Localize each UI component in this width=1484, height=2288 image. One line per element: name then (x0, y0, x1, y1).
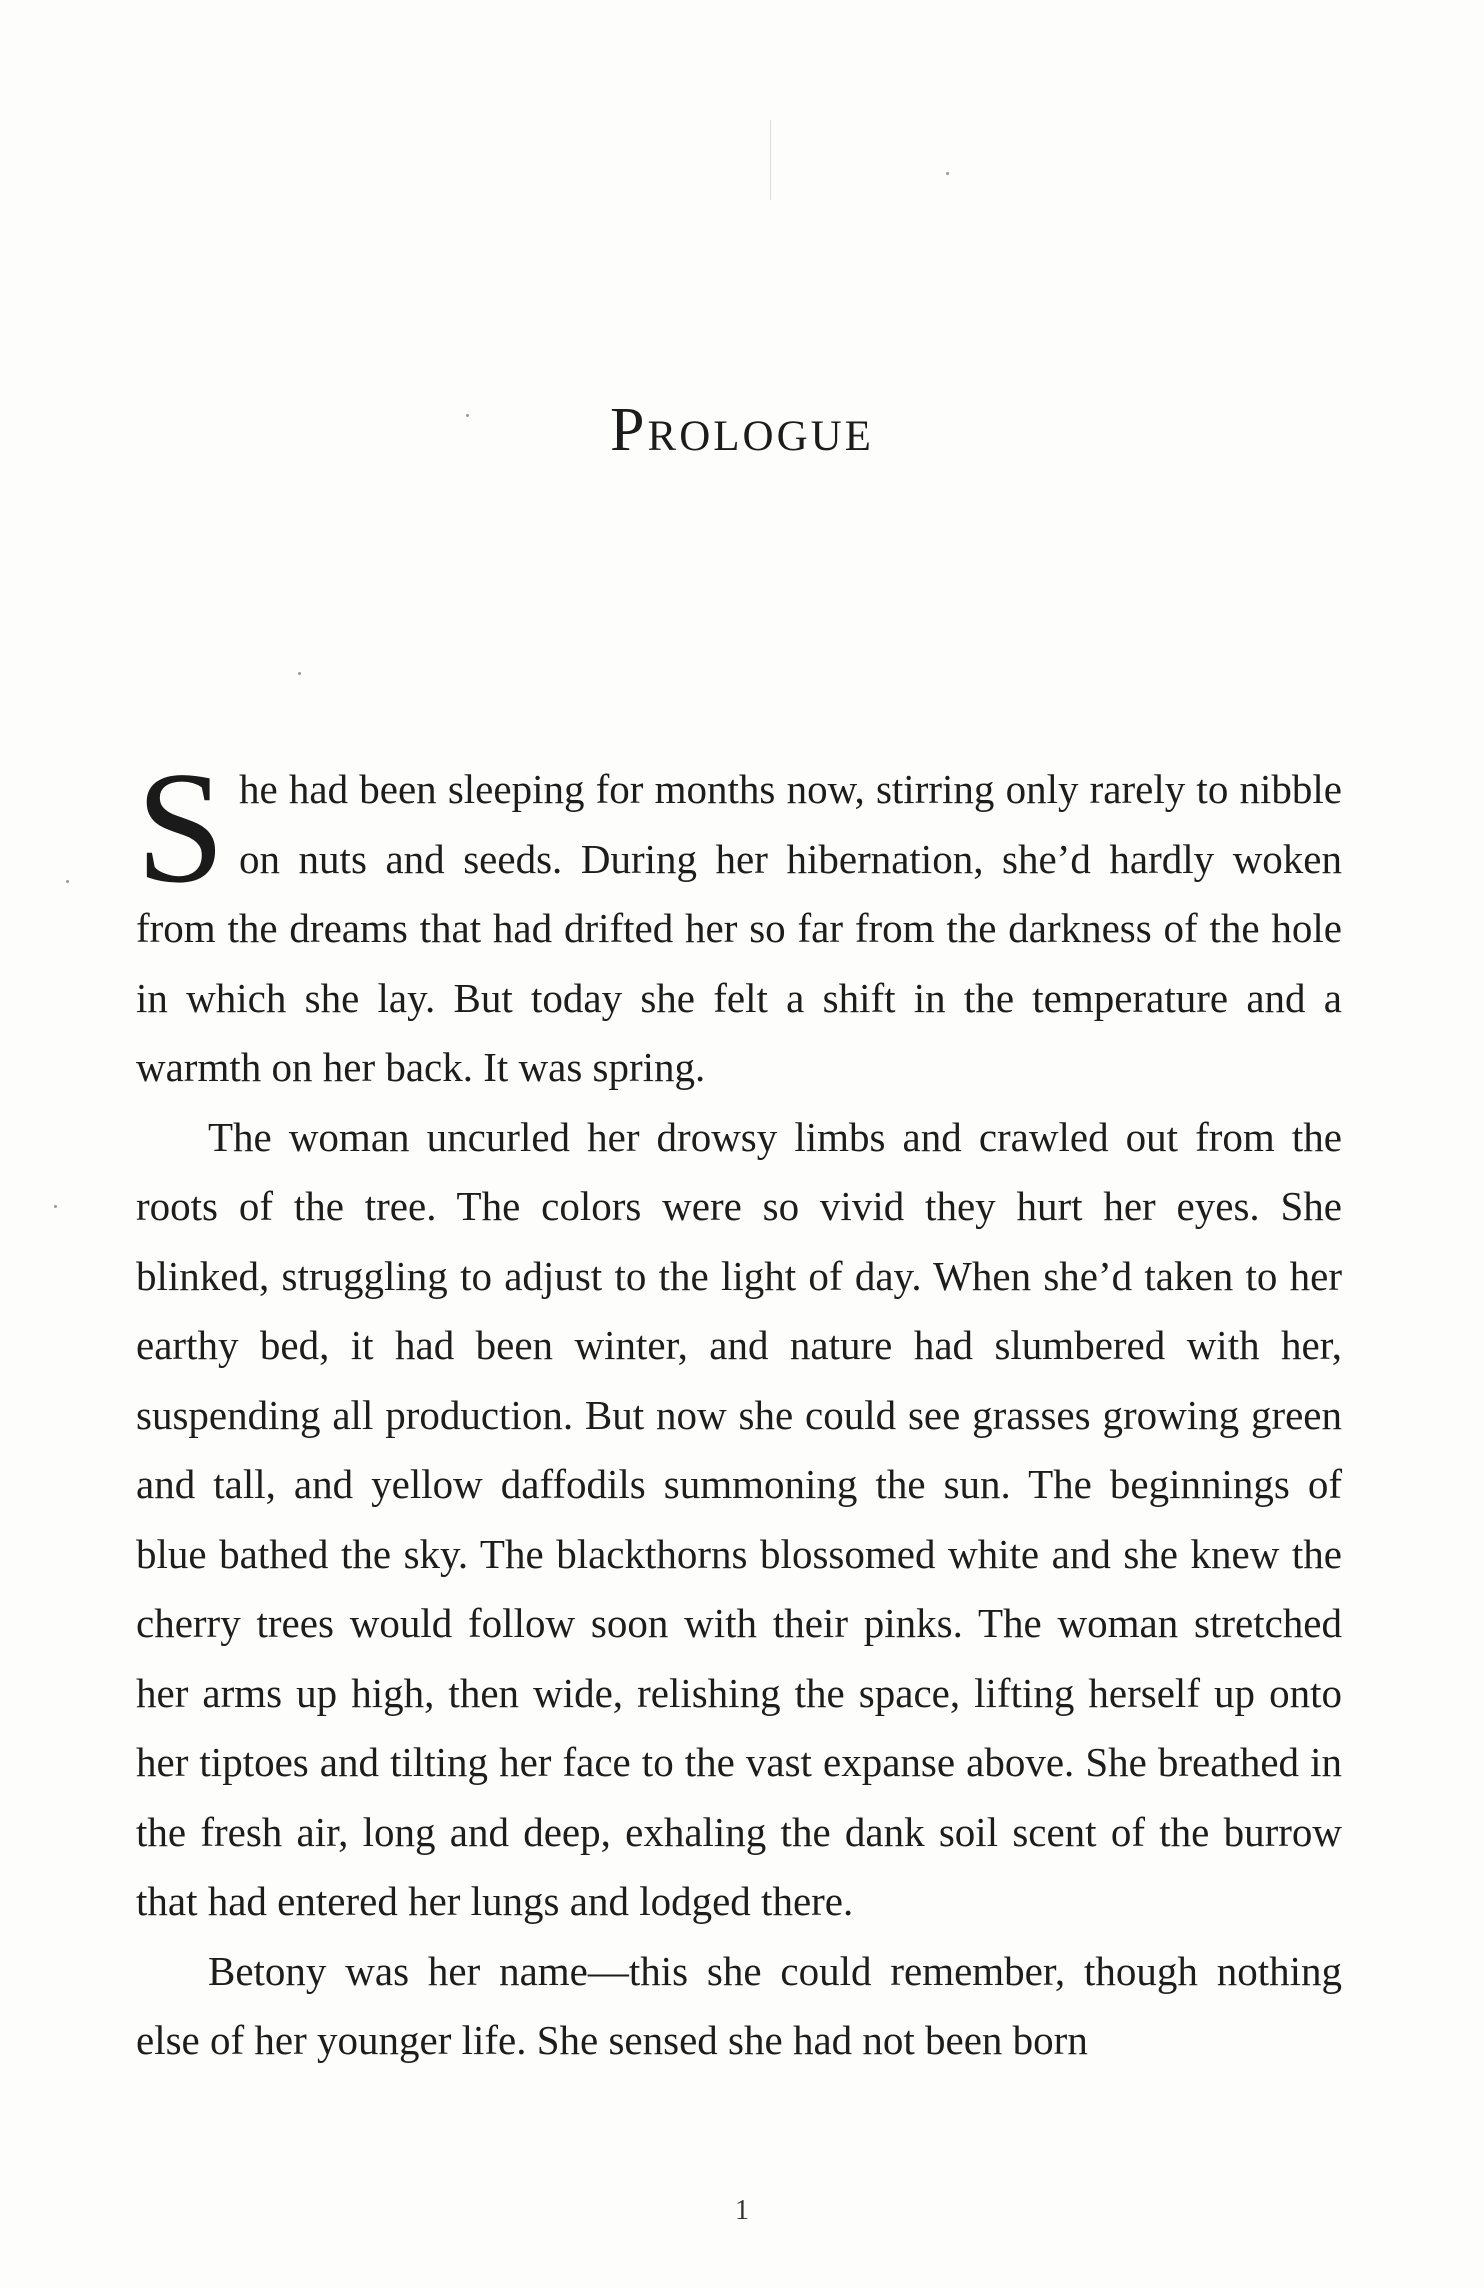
scan-artifact-line (770, 120, 771, 200)
scan-artifact-speck (54, 1205, 57, 1208)
paragraph-1-text: he had been sleeping for months now, stirring only rarely to nibble on nuts and seeds. During her hibernation, she’d hardly woken from the dreams that had drifted her so far from the darkness of the hole in which she lay. But today she felt a shift in the temperature and a warmth on her back. It was spring. (136, 766, 1342, 1090)
scan-artifact-speck (946, 172, 949, 175)
page-number: 1 (735, 2195, 749, 2226)
paragraph-1 (136, 738, 1342, 1103)
chapter-body (136, 738, 1342, 2076)
scan-artifact-speck (298, 672, 301, 675)
paragraph-2: The woman uncurled her drowsy limbs and crawled out from the roots of the tree. The colors were so vivid they hurt her eyes. She blinked, struggling to adjust to the light of day. When she’d taken to her earthy bed, it had been winter, and nature had slumbered with her, suspending all production. But now she could see grasses growing green and tall, and yellow daffodils summoning the sun. The beginnings of blue bathed the sky. The blackthorns blossomed white and she knew the cherry trees would follow soon with their pinks. The woman stretched her arms up high, then wide, relishing the space, lifting herself up onto her tiptoes and tilting her face to the vast expanse above. She breathed in the fresh air, long and deep, exhaling the dank soil scent of the burrow that had entered her lungs and lodged there. (136, 1113, 1342, 1924)
chapter-title: Prologue (610, 396, 874, 464)
paragraph-3: Betony was her name—this she could remember, though nothing else of her younger life. She sensed she had not been born (136, 1947, 1342, 2063)
drop-cap: S (136, 738, 225, 916)
scan-artifact-speck (66, 880, 69, 883)
